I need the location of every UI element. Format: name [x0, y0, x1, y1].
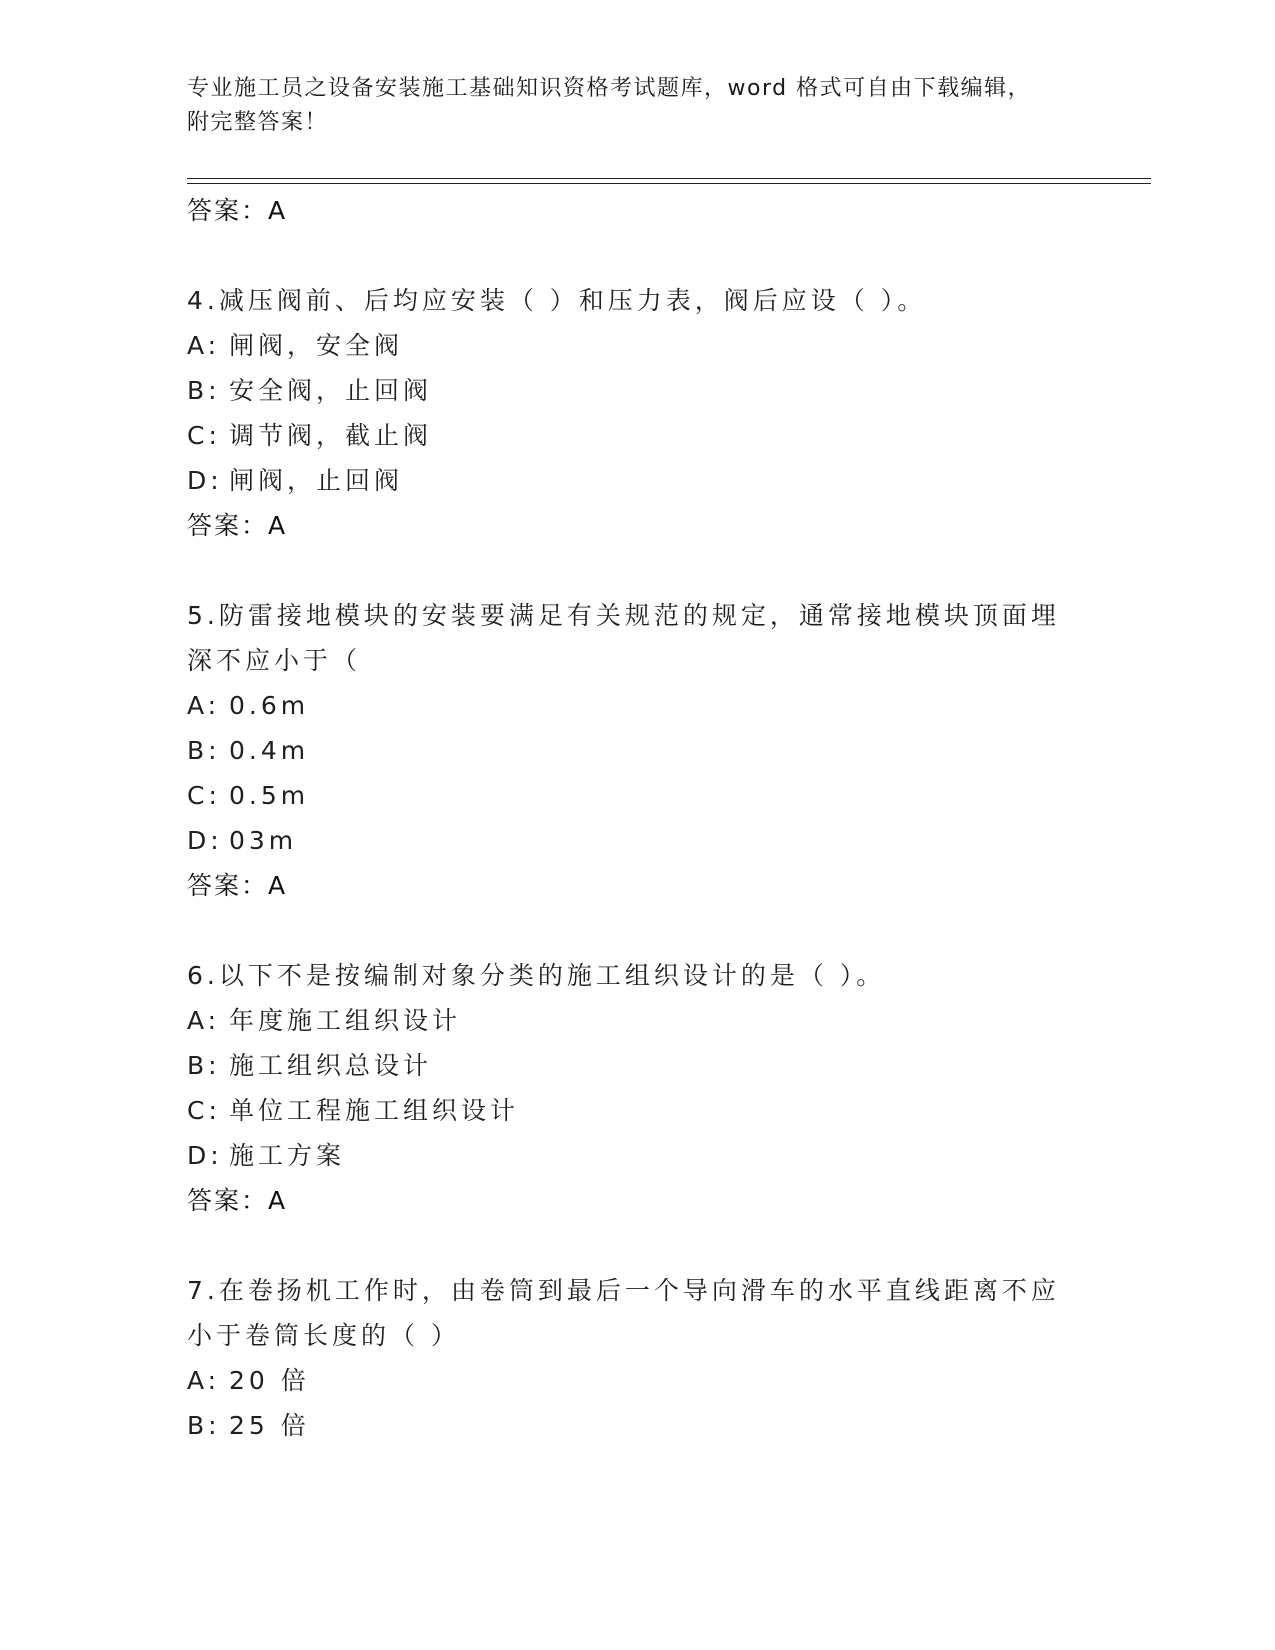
- question-6: [187, 953, 1087, 1223]
- option-b: [187, 1403, 1087, 1448]
- option-letter: C:: [187, 1096, 221, 1125]
- option-d: [187, 818, 1087, 863]
- answer-line: 答案：A: [187, 511, 288, 540]
- option-b: [187, 728, 1087, 773]
- question-text: 7.在卷扬机工作时，由卷筒到最后一个导向滑车的水平直线距离不应: [187, 1276, 1060, 1305]
- question-text: 6.以下不是按编制对象分类的施工组织设计的是（ ）。: [187, 961, 886, 990]
- option-letter: D:: [187, 826, 223, 855]
- question-list: [187, 188, 1087, 1448]
- option-b: [187, 1043, 1087, 1088]
- option-text: 0.6m: [229, 691, 310, 720]
- option-d: [187, 1133, 1087, 1178]
- question-text-continued: 小于卷筒长度的（ ）: [187, 1321, 460, 1350]
- option-d: [187, 458, 1087, 503]
- answer-line: 答案：A: [187, 1186, 288, 1215]
- option-letter: D:: [187, 1141, 223, 1170]
- option-letter: A:: [187, 331, 221, 360]
- question-text-continued: 深不应小于（: [187, 646, 362, 675]
- option-c: [187, 773, 1087, 818]
- header-divider-bottom: [187, 183, 1151, 184]
- option-text: 03m: [229, 826, 298, 855]
- question-text: 4.减压阀前、后均应安装（ ）和压力表，阀后应设（ ）。: [187, 286, 927, 315]
- answer-line: 答案：A: [187, 871, 288, 900]
- option-a: [187, 683, 1087, 728]
- document-header: [187, 72, 1087, 140]
- option-c: [187, 413, 1087, 458]
- option-letter: B:: [187, 1051, 221, 1080]
- option-letter: B:: [187, 376, 221, 405]
- option-letter: D:: [187, 466, 223, 495]
- option-a: [187, 1358, 1087, 1403]
- option-letter: A:: [187, 1006, 221, 1035]
- option-letter: A:: [187, 691, 221, 720]
- option-text: 施工组织总设计: [229, 1051, 433, 1080]
- option-letter: C:: [187, 781, 221, 810]
- option-letter: A:: [187, 1366, 221, 1395]
- header-line-2: 附完整答案！: [187, 110, 329, 135]
- option-text: 20 倍: [229, 1366, 310, 1395]
- option-letter: B:: [187, 736, 221, 765]
- option-text: 0.5m: [229, 781, 310, 810]
- question-7: [187, 1268, 1087, 1448]
- option-text: 施工方案: [229, 1141, 346, 1170]
- option-letter: B:: [187, 1411, 221, 1440]
- option-text: 年度施工组织设计: [229, 1006, 462, 1035]
- option-b: [187, 368, 1087, 413]
- question-4: [187, 278, 1087, 548]
- option-text: 0.4m: [229, 736, 310, 765]
- option-text: 单位工程施工组织设计: [229, 1096, 520, 1125]
- header-line-1: 专业施工员之设备安装施工基础知识资格考试题库，word 格式可自由下载编辑，: [187, 76, 1032, 101]
- option-text: 闸阀，止回阀: [229, 466, 404, 495]
- option-letter: C:: [187, 421, 221, 450]
- option-a: [187, 323, 1087, 368]
- option-text: 闸阀，安全阀: [229, 331, 404, 360]
- answer-line: 答案：A: [187, 196, 288, 225]
- option-a: [187, 998, 1087, 1043]
- question-5: [187, 593, 1087, 908]
- question-text: 5.防雷接地模块的安装要满足有关规范的规定，通常接地模块顶面埋: [187, 601, 1060, 630]
- option-text: 调节阀，截止阀: [229, 421, 433, 450]
- option-text: 25 倍: [229, 1411, 310, 1440]
- header-divider-top: [187, 178, 1151, 179]
- option-c: [187, 1088, 1087, 1133]
- option-text: 安全阀，止回阀: [229, 376, 433, 405]
